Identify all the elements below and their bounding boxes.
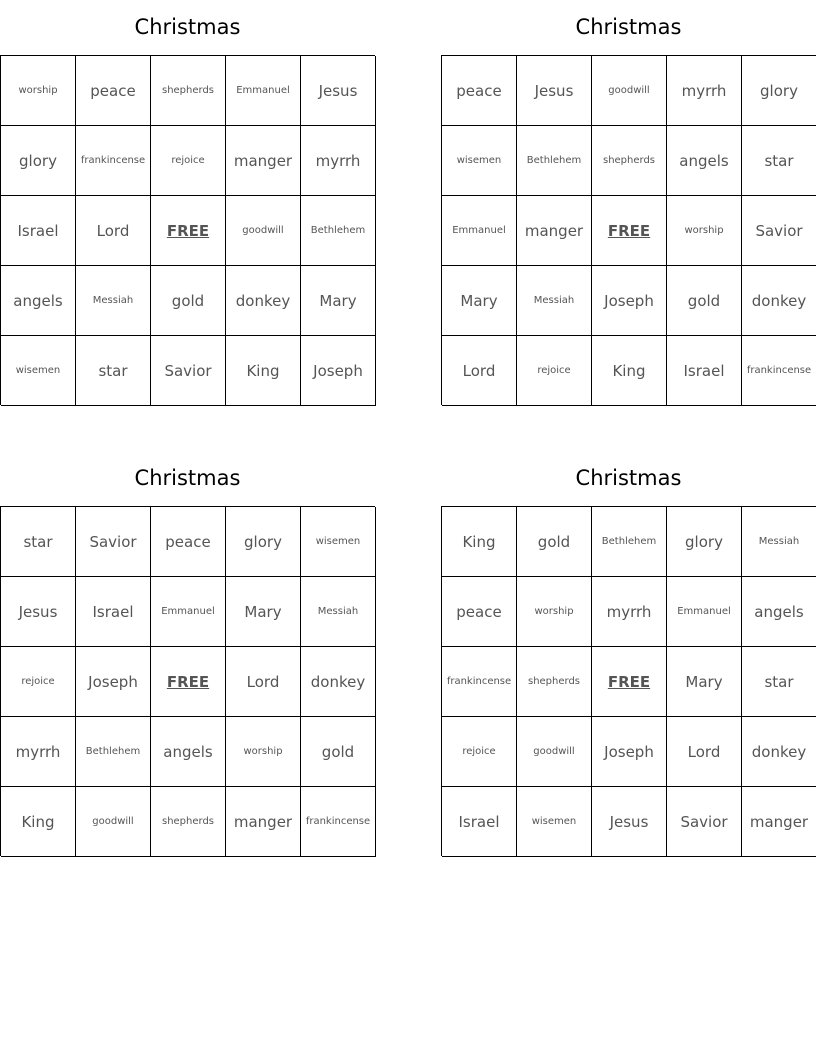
bingo-cell: worship — [667, 196, 742, 266]
bingo-cell: goodwill — [76, 787, 151, 857]
bingo-cell: Joseph — [592, 717, 667, 787]
bingo-cell: Lord — [76, 196, 151, 266]
bingo-cell: Messiah — [301, 577, 376, 647]
bingo-cell: wisemen — [442, 126, 517, 196]
bingo-cell: Messiah — [517, 266, 592, 336]
bingo-cell: star — [1, 507, 76, 577]
bingo-cell: Lord — [442, 336, 517, 406]
free-space-cell: FREE — [592, 196, 667, 266]
bingo-cell: rejoice — [442, 717, 517, 787]
bingo-cell: glory — [226, 507, 301, 577]
bingo-cell: shepherds — [151, 56, 226, 126]
bingo-cell: wisemen — [1, 336, 76, 406]
bingo-grid — [0, 55, 375, 405]
bingo-cell: rejoice — [1, 647, 76, 717]
bingo-cell: Jesus — [517, 56, 592, 126]
bingo-cell: Jesus — [301, 56, 376, 126]
bingo-cell: Savior — [76, 507, 151, 577]
bingo-cell: angels — [1, 266, 76, 336]
bingo-cell: glory — [1, 126, 76, 196]
bingo-cell: glory — [742, 56, 816, 126]
bingo-cell: shepherds — [592, 126, 667, 196]
bingo-cell: Joseph — [301, 336, 376, 406]
bingo-card — [0, 14, 375, 405]
bingo-cell: Joseph — [592, 266, 667, 336]
bingo-cell: worship — [226, 717, 301, 787]
bingo-cell: frankincense — [742, 336, 816, 406]
bingo-cell: peace — [442, 577, 517, 647]
bingo-cell: frankincense — [442, 647, 517, 717]
bingo-cell: Israel — [76, 577, 151, 647]
bingo-grid — [0, 506, 375, 856]
bingo-cell: gold — [517, 507, 592, 577]
bingo-cell: donkey — [742, 266, 816, 336]
card-title: Christmas — [575, 15, 682, 39]
bingo-cell: star — [742, 126, 816, 196]
bingo-cell: rejoice — [151, 126, 226, 196]
bingo-cell: glory — [667, 507, 742, 577]
bingo-cell: angels — [667, 126, 742, 196]
bingo-cell: Jesus — [592, 787, 667, 857]
bingo-cell: King — [442, 507, 517, 577]
bingo-cell: worship — [517, 577, 592, 647]
bingo-cell: manger — [226, 126, 301, 196]
bingo-cell: myrrh — [667, 56, 742, 126]
bingo-cell: donkey — [742, 717, 816, 787]
bingo-grid — [441, 506, 816, 856]
bingo-cell: Emmanuel — [667, 577, 742, 647]
bingo-card — [441, 14, 816, 405]
card-title: Christmas — [134, 466, 241, 490]
bingo-cell: Emmanuel — [226, 56, 301, 126]
bingo-cell: Mary — [301, 266, 376, 336]
bingo-cell: donkey — [301, 647, 376, 717]
bingo-cell: manger — [742, 787, 816, 857]
bingo-cell: star — [76, 336, 151, 406]
bingo-cell: shepherds — [151, 787, 226, 857]
bingo-cell: manger — [226, 787, 301, 857]
bingo-card — [0, 465, 375, 856]
bingo-cell: myrrh — [1, 717, 76, 787]
bingo-cell: Savior — [742, 196, 816, 266]
free-space-cell: FREE — [151, 196, 226, 266]
bingo-cell: worship — [1, 56, 76, 126]
bingo-cell: Bethlehem — [301, 196, 376, 266]
bingo-cell: peace — [76, 56, 151, 126]
bingo-cell: goodwill — [226, 196, 301, 266]
bingo-cell: myrrh — [592, 577, 667, 647]
bingo-cell: Jesus — [1, 577, 76, 647]
bingo-cell: Bethlehem — [76, 717, 151, 787]
bingo-cell: peace — [151, 507, 226, 577]
bingo-cell: gold — [301, 717, 376, 787]
bingo-cell: Israel — [667, 336, 742, 406]
bingo-cell: King — [592, 336, 667, 406]
bingo-cell: Emmanuel — [151, 577, 226, 647]
bingo-cell: rejoice — [517, 336, 592, 406]
bingo-cell: manger — [517, 196, 592, 266]
bingo-cell: Lord — [667, 717, 742, 787]
bingo-card — [441, 465, 816, 856]
free-space-cell: FREE — [151, 647, 226, 717]
bingo-cell: Messiah — [742, 507, 816, 577]
bingo-cell: Joseph — [76, 647, 151, 717]
bingo-cell: Israel — [1, 196, 76, 266]
bingo-cell: Messiah — [76, 266, 151, 336]
bingo-cell: Mary — [442, 266, 517, 336]
bingo-cell: angels — [151, 717, 226, 787]
card-title: Christmas — [134, 15, 241, 39]
bingo-cell: goodwill — [517, 717, 592, 787]
free-space-cell: FREE — [592, 647, 667, 717]
bingo-cell: gold — [151, 266, 226, 336]
bingo-cell: Bethlehem — [517, 126, 592, 196]
bingo-cell: peace — [442, 56, 517, 126]
bingo-cell: King — [226, 336, 301, 406]
bingo-cell: goodwill — [592, 56, 667, 126]
bingo-cell: King — [1, 787, 76, 857]
bingo-cell: Lord — [226, 647, 301, 717]
bingo-cell: Savior — [667, 787, 742, 857]
bingo-cell: Mary — [226, 577, 301, 647]
bingo-cell: Emmanuel — [442, 196, 517, 266]
bingo-cell: shepherds — [517, 647, 592, 717]
bingo-cell: Bethlehem — [592, 507, 667, 577]
bingo-cell: myrrh — [301, 126, 376, 196]
card-title: Christmas — [575, 466, 682, 490]
bingo-grid — [441, 55, 816, 405]
bingo-cell: donkey — [226, 266, 301, 336]
bingo-cell: wisemen — [517, 787, 592, 857]
bingo-cell: star — [742, 647, 816, 717]
bingo-cell: frankincense — [301, 787, 376, 857]
bingo-cell: gold — [667, 266, 742, 336]
bingo-cell: Israel — [442, 787, 517, 857]
bingo-cell: Mary — [667, 647, 742, 717]
bingo-cell: Savior — [151, 336, 226, 406]
bingo-cell: frankincense — [76, 126, 151, 196]
bingo-cell: angels — [742, 577, 816, 647]
bingo-cell: wisemen — [301, 507, 376, 577]
